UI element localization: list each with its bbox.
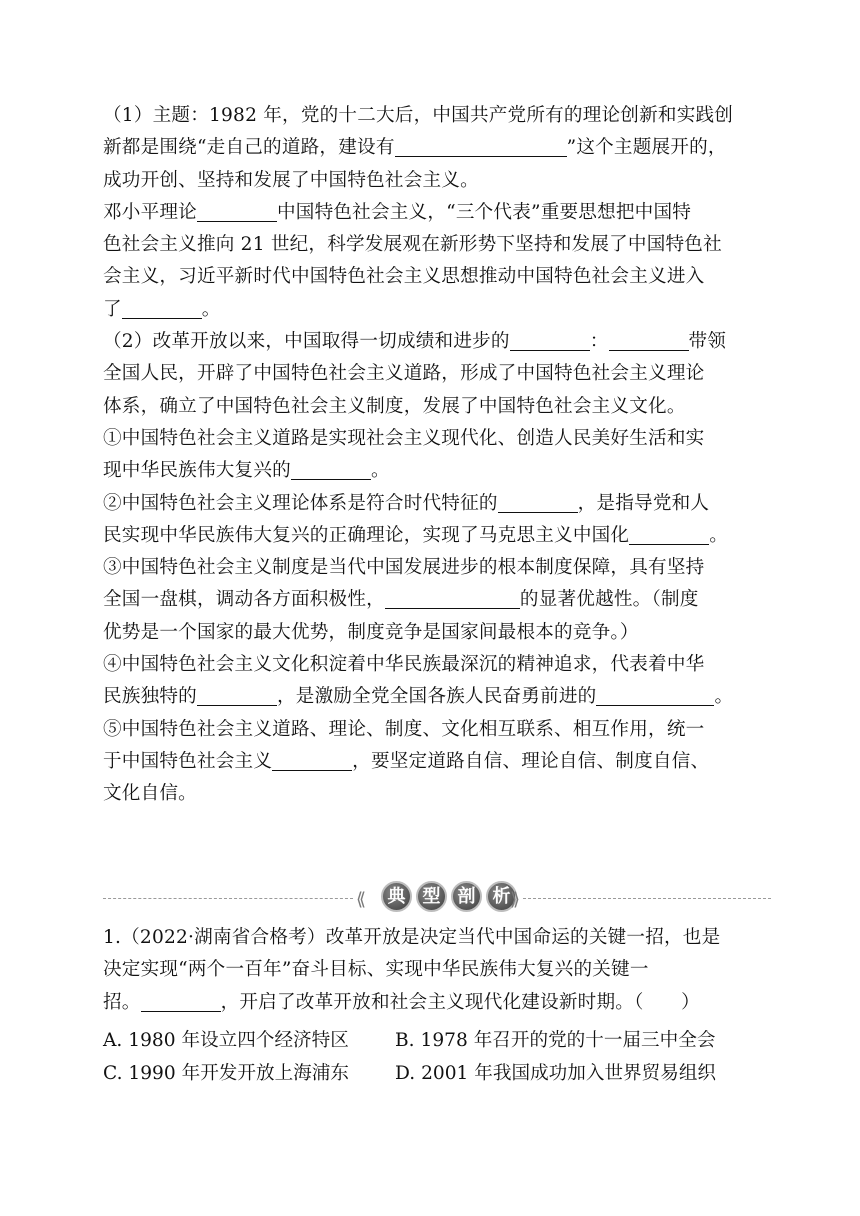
option-d[interactable]: D. 2001 年我国成功加入世界贸易组织 [395,1063,717,1084]
text-line: ⑤中国特色社会主义道路、理论、制度、文化相互联系、相互作用，统一 [103,718,705,740]
text-line: ③中国特色社会主义制度是当代中国发展进步的根本制度保障，具有坚持 [103,557,705,579]
fill-blank[interactable] [122,298,202,319]
text-line: 体系，确立了中国特色社会主义制度，发展了中国特色社会主义文化。 [103,395,686,417]
text-line: 色社会主义推向 21 世纪，科学发展观在新形势下坚持和发展了中国特色社 [103,234,722,256]
knowledge-section [103,100,771,811]
dashed-rule-left [103,898,353,899]
dashed-rule-right [523,898,771,899]
question-stem-line: 招。 ，开启了改革开放和社会主义现代化建设新时期。（ ） [103,991,700,1013]
text-line: （2）改革开放以来，中国取得一切成绩和进步的 ： 带领 [103,331,727,353]
fill-blank[interactable] [385,588,520,609]
section-divider [103,878,771,918]
option-c[interactable]: C. 1990 年开发开放上海浦东 [103,1063,349,1084]
fill-blank[interactable] [629,524,709,545]
text-line: ②中国特色社会主义理论体系是符合时代特征的 ，是指导党和人 [103,492,710,514]
section-title-char: 剖 [451,881,482,912]
text-line: 民实现中华民族伟大复兴的正确理论，实现了马克思主义中国化 。 [103,524,729,546]
text-line: 成功开创、坚持和发展了中国特色社会主义。 [103,169,479,191]
section-title [381,881,517,912]
text-line: 文化自信。 [103,783,197,805]
fill-blank[interactable] [197,685,277,706]
option-a[interactable]: A. 1980 年设立四个经济特区 [103,1030,349,1051]
fill-blank[interactable] [197,201,277,222]
fill-blank[interactable] [141,991,221,1012]
fill-blank[interactable] [498,492,578,513]
question-1 [103,922,771,1019]
text-line: 现中华民族伟大复兴的 。 [103,460,390,482]
text-line: 了 。 [103,298,221,320]
text-line: 全国一盘棋，调动各方面积极性， 的显著优越性。（制度 [103,589,699,611]
text-line: 民族独特的 ，是激励全党全国各族人民奋勇前进的 。 [103,686,734,708]
fill-blank[interactable] [272,750,352,771]
text-line: 会主义，习近平新时代中国特色社会主义思想推动中国特色社会主义进入 [103,266,705,288]
question-stem-line: 决定实现“两个一百年”奋斗目标、实现中华民族伟大复兴的关键一 [103,959,649,981]
section-badge [356,880,520,916]
section-title-char: 典 [381,881,412,912]
section-title-char: 析 [486,881,517,912]
text-line: 新都是围绕“走自己的道路，建设有 ”这个主题展开的， [103,137,727,159]
fill-blank[interactable] [510,330,590,351]
fill-blank[interactable] [596,685,714,706]
fill-blank[interactable] [291,459,371,480]
text-line: 邓小平理论 中国特色社会主义，“三个代表”重要思想把中国特 [103,201,692,223]
text-line: ④中国特色社会主义文化积淀着中华民族最深沉的精神追求，代表着中华 [103,654,705,676]
text-line: 于中国特色社会主义 ，要坚定道路自信、理论自信、制度自信、 [103,750,710,772]
text-line: 优势是一个国家的最大优势，制度竞争是国家间最根本的竞争。） [103,621,639,643]
question-stem-line: 1.（2022·湖南省合格考）改革开放是决定当代中国命运的关键一招，也是 [103,927,721,948]
double-chevron-right-icon: ⟫ [509,889,520,910]
text-line: ①中国特色社会主义道路是实现社会主义现代化、创造人民美好生活和实 [103,427,705,449]
section-title-char: 型 [416,881,447,912]
text-line: （1）主题：1982 年，党的十二大后，中国共产党所有的理论创新和实践创 [103,105,734,126]
double-chevron-left-icon: ⟪ [356,889,367,910]
fill-blank[interactable] [395,136,567,157]
option-b[interactable]: B. 1978 年召开的党的十一届三中全会 [395,1030,716,1051]
text-line: 全国人民，开辟了中国特色社会主义道路，形成了中国特色社会主义理论 [103,363,705,385]
fill-blank[interactable] [609,330,689,351]
